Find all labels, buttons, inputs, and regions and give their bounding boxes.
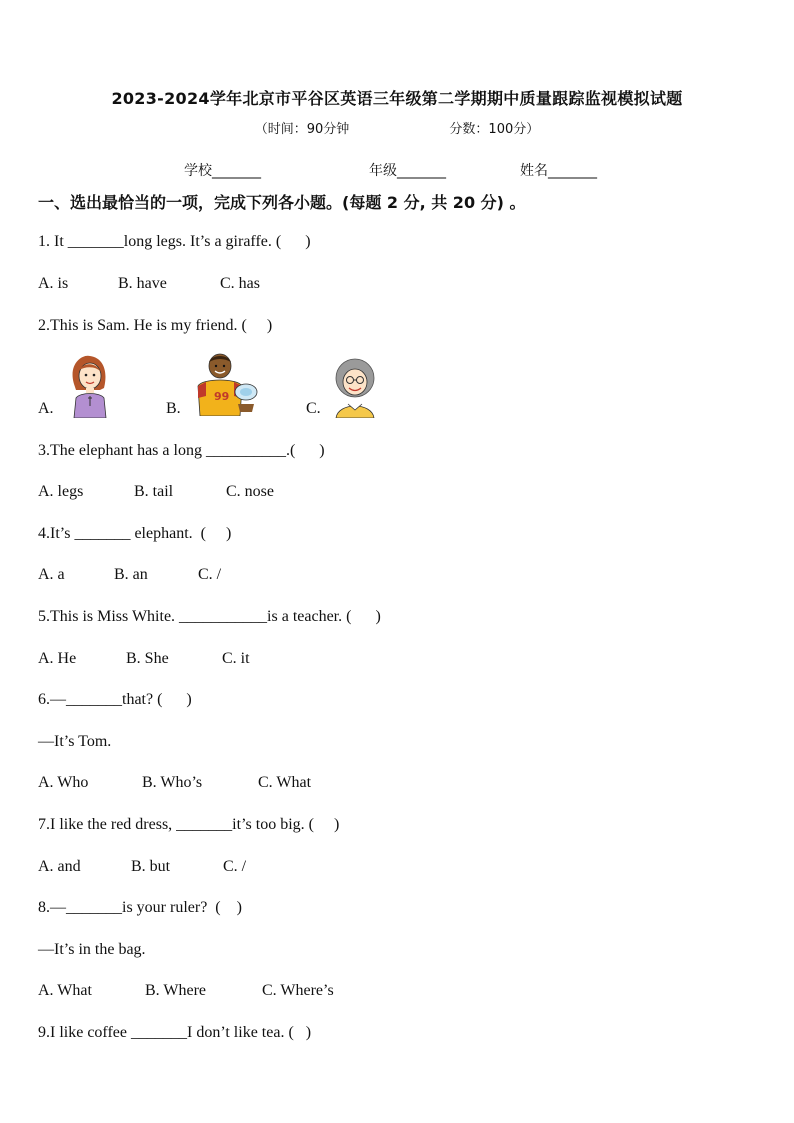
option-c[interactable]: C. / bbox=[198, 566, 222, 583]
option-b[interactable]: B. Where bbox=[145, 982, 207, 999]
option-a[interactable]: A. What bbox=[38, 982, 92, 999]
option-c[interactable]: C. it bbox=[222, 650, 250, 667]
question-8: 8.—_______is your ruler? ( ) bbox=[38, 899, 242, 916]
option-b[interactable]: B. She bbox=[126, 650, 169, 667]
question-6-reply: —It’s Tom. bbox=[38, 733, 112, 750]
option-b[interactable]: B. tail bbox=[134, 483, 174, 500]
name-field[interactable]: 姓名_______ bbox=[520, 163, 597, 179]
question-4: 4.It’s _______ elephant. ( ) bbox=[38, 525, 232, 542]
option-a[interactable]: A. is bbox=[38, 275, 69, 292]
time-label: （时间：90分钟 bbox=[254, 122, 350, 137]
question-7: 7.I like the red dress, _______it’s too big. ( ) bbox=[38, 816, 340, 833]
question-9: 9.I like coffee _______I don’t like tea. ( ) bbox=[38, 1024, 312, 1041]
question-3: 3.The elephant has a long __________.( ) bbox=[38, 442, 325, 459]
girl-picture-icon bbox=[66, 354, 110, 418]
question-8-reply: —It’s in the bag. bbox=[38, 941, 146, 958]
boy-picture-icon bbox=[194, 352, 262, 416]
option-c[interactable]: C. nose bbox=[226, 483, 274, 500]
option-c[interactable]: C. / bbox=[223, 858, 247, 875]
option-b[interactable]: B. have bbox=[118, 275, 167, 292]
option-c[interactable]: C. bbox=[306, 400, 321, 417]
option-b[interactable]: B. an bbox=[114, 566, 148, 583]
grandma-picture-icon bbox=[330, 356, 380, 418]
exam-meta bbox=[0, 118, 794, 137]
option-b[interactable]: B. but bbox=[131, 858, 171, 875]
option-a[interactable]: A. bbox=[38, 400, 54, 417]
svg-text:99: 99 bbox=[214, 390, 230, 403]
school-field[interactable]: 学校_______ bbox=[184, 163, 261, 179]
option-a[interactable]: A. a bbox=[38, 566, 65, 583]
question-1: 1. It _______long legs. It’s a giraffe. ( ) bbox=[38, 233, 311, 250]
option-b[interactable]: B. bbox=[166, 400, 181, 417]
question-2: 2.This is Sam. He is my friend. ( ) bbox=[38, 317, 273, 334]
option-a[interactable]: A. legs bbox=[38, 483, 84, 500]
question-6: 6.—_______that? ( ) bbox=[38, 691, 192, 708]
question-2-options bbox=[38, 352, 438, 422]
option-a[interactable]: A. He bbox=[38, 650, 77, 667]
grade-field[interactable]: 年级_______ bbox=[369, 163, 446, 179]
option-a[interactable]: A. and bbox=[38, 858, 81, 875]
option-a[interactable]: A. Who bbox=[38, 774, 89, 791]
option-c[interactable]: C. Where’s bbox=[262, 982, 334, 999]
option-b[interactable]: B. Who’s bbox=[142, 774, 203, 791]
section-heading: 一、选出最恰当的一项，完成下列各小题。(每题 2 分, 共 20 分) 。 bbox=[38, 193, 526, 212]
option-c[interactable]: C. What bbox=[258, 774, 312, 791]
option-c[interactable]: C. has bbox=[220, 275, 260, 292]
score-label: 分数：100分） bbox=[449, 122, 540, 137]
question-5: 5.This is Miss White. ___________is a teacher. ( ) bbox=[38, 608, 381, 625]
page-title: 2023-2024学年北京市平谷区英语三年级第二学期期中质量跟踪监视模拟试题 bbox=[111, 89, 683, 108]
